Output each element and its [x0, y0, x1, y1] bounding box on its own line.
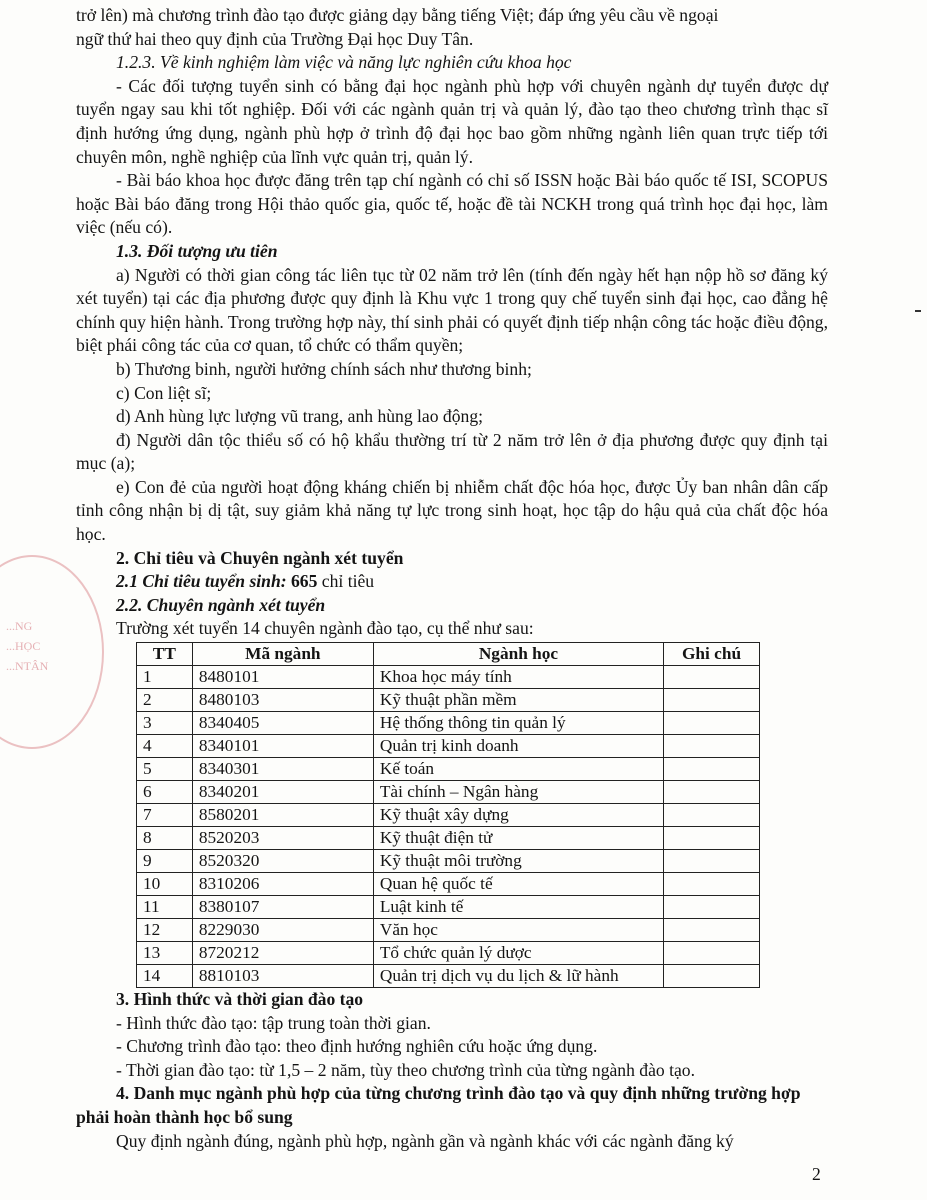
header-tt: TT [137, 643, 193, 666]
section-2-1-unit: chỉ tiêu [317, 571, 375, 592]
cell-nganh-hoc: Kế toán [373, 758, 663, 781]
cell-tt: 14 [137, 965, 193, 988]
cell-ghi-chu [664, 781, 760, 804]
table-row [137, 827, 760, 850]
priority-item-dd: đ) Người dân tộc thiểu số có hộ khẩu thường trí từ 2 năm trở lên ở địa phương được quy định tại mục (a); [76, 429, 828, 474]
table-row [137, 919, 760, 942]
section-4-heading: 4. Danh mục ngành phù hợp của từng chương trình đào tạo và quy định những trường hợp phải hoàn thành học bổ sung [76, 1083, 801, 1127]
cell-ghi-chu [664, 689, 760, 712]
cell-ma-nganh: 8310206 [192, 873, 373, 896]
stamp-text: ...NG [6, 619, 33, 633]
section-2-1-value: 665 [286, 571, 318, 592]
section-2-heading: 2. Chỉ tiêu và Chuyên ngành xét tuyển [116, 547, 404, 568]
cell-ma-nganh: 8229030 [192, 919, 373, 942]
priority-item-a: a) Người có thời gian công tác liên tục từ 02 năm trở lên (tính đến ngày hết hạn nộp hồ sơ đăng ký xét tuyển) tại các địa phương được quy định là Khu vực 1 trong quy chế tuyển sinh đại học, cao đẳng hệ chính quy hiện hành. Trong trường hợp này, thí sinh phải có quyết định tiếp nhận công tác hoặc điều động, biệt phái công tác của cơ quan, tổ chức có thẩm quyền; [76, 264, 828, 356]
cell-tt: 12 [137, 919, 193, 942]
cell-tt: 10 [137, 873, 193, 896]
cell-ma-nganh: 8720212 [192, 942, 373, 965]
table-row [137, 942, 760, 965]
header-nganh-hoc: Ngành học [373, 643, 663, 666]
cell-ghi-chu [664, 873, 760, 896]
cell-nganh-hoc: Quản trị kinh doanh [373, 735, 663, 758]
section-3-heading: 3. Hình thức và thời gian đào tạo [116, 989, 364, 1010]
cell-tt: 5 [137, 758, 193, 781]
section-4-paragraph: Quy định ngành đúng, ngành phù hợp, ngành gần và ngành khác với các ngành đăng ký [116, 1130, 734, 1151]
cell-nganh-hoc: Tài chính – Ngân hàng [373, 781, 663, 804]
cell-nganh-hoc: Khoa học máy tính [373, 666, 663, 689]
section-3-line-1: - Hình thức đào tạo: tập trung toàn thời gian. [116, 1012, 431, 1033]
table-row [137, 965, 760, 988]
table-row [137, 781, 760, 804]
cell-ma-nganh: 8580201 [192, 804, 373, 827]
section-2-1-label: 2.1 Chỉ tiêu tuyển sinh: [116, 571, 287, 592]
cell-nganh-hoc: Kỹ thuật xây dựng [373, 804, 663, 827]
section-3-line-3: - Thời gian đào tạo: từ 1,5 – 2 năm, tùy theo chương trình của từng ngành đào tạo. [116, 1059, 695, 1080]
table-header-row [137, 643, 760, 666]
cell-tt: 7 [137, 804, 193, 827]
section-1-3-heading: 1.3. Đối tượng ưu tiên [116, 240, 278, 261]
cell-ma-nganh: 8340405 [192, 712, 373, 735]
section-2-2-heading: 2.2. Chuyên ngành xét tuyển [116, 594, 326, 615]
header-ghi-chu: Ghi chú [664, 643, 760, 666]
cell-ghi-chu [664, 712, 760, 735]
cell-ghi-chu [664, 666, 760, 689]
cell-nganh-hoc: Luật kinh tế [373, 896, 663, 919]
intro-line-2: ngữ thứ hai theo quy định của Trường Đại học Duy Tân. [76, 28, 474, 49]
table-row [137, 712, 760, 735]
cell-ma-nganh: 8340201 [192, 781, 373, 804]
cell-nganh-hoc: Văn học [373, 919, 663, 942]
cell-ghi-chu [664, 827, 760, 850]
cell-ma-nganh: 8380107 [192, 896, 373, 919]
priority-item-e: e) Con đẻ của người hoạt động kháng chiến bị nhiễm chất độc hóa học, được Ủy ban nhân dân cấp tỉnh công nhận bị dị tật, suy giảm khả năng tự lực trong sinh hoạt, học tập do hậu quả của chất độc hóa học. [76, 476, 828, 545]
section-1-2-3-paragraph-2: - Bài báo khoa học được đăng trên tạp chí ngành có chỉ số ISSN hoặc Bài báo quốc tế ISI, SCOPUS hoặc Bài báo đăng trong Hội thảo quốc gia, quốc tế, hoặc đề tài NCKH trong quá trình học đại học, làm việc (nếu có). [76, 170, 828, 238]
cell-ma-nganh: 8520320 [192, 850, 373, 873]
scan-mark [915, 310, 921, 312]
cell-nganh-hoc: Hệ thống thông tin quản lý [373, 712, 663, 735]
header-ma-nganh: Mã ngành [192, 643, 373, 666]
table-row [137, 735, 760, 758]
intro-line-1: trở lên) mà chương trình đào tạo được giảng dạy bằng tiếng Việt; đáp ứng yêu cầu về ngoại [76, 5, 719, 25]
section-2-1-line [76, 570, 828, 594]
cell-tt: 11 [137, 896, 193, 919]
stamp-text: ...NTÂN [6, 659, 49, 673]
cell-tt: 3 [137, 712, 193, 735]
cell-ghi-chu [664, 965, 760, 988]
priority-item-b: b) Thương binh, người hưởng chính sách như thương binh; [116, 358, 532, 379]
majors-table [136, 642, 760, 988]
cell-ghi-chu [664, 758, 760, 781]
cell-ghi-chu [664, 850, 760, 873]
cell-tt: 8 [137, 827, 193, 850]
cell-ma-nganh: 8340301 [192, 758, 373, 781]
cell-tt: 13 [137, 942, 193, 965]
table-row [137, 896, 760, 919]
cell-ghi-chu [664, 896, 760, 919]
cell-ghi-chu [664, 804, 760, 827]
section-3-line-2: - Chương trình đào tạo: theo định hướng nghiên cứu hoặc ứng dụng. [116, 1036, 598, 1057]
table-intro: Trường xét tuyển 14 chuyên ngành đào tạo, cụ thể như sau: [116, 618, 534, 639]
priority-item-c: c) Con liệt sĩ; [116, 382, 212, 403]
table-row [137, 666, 760, 689]
cell-ma-nganh: 8810103 [192, 965, 373, 988]
cell-nganh-hoc: Kỹ thuật phần mềm [373, 689, 663, 712]
cell-ghi-chu [664, 919, 760, 942]
table-row [137, 758, 760, 781]
cell-nganh-hoc: Kỹ thuật điện tử [373, 827, 663, 850]
cell-nganh-hoc: Quản trị dịch vụ du lịch & lữ hành [373, 965, 663, 988]
cell-ma-nganh: 8480103 [192, 689, 373, 712]
section-1-2-3-paragraph-1: - Các đối tượng tuyển sinh có bằng đại học ngành phù hợp với chuyên ngành dự tuyển được dự tuyển ngay sau khi tốt nghiệp. Đối với các ngành quản trị và quản lý, đào tạo theo chương trình thạc sĩ định hướng ứng dụng, ngành phù hợp ở trình độ đại học bao gồm những ngành liên quan trực tiếp tới chuyên môn, nghề nghiệp của lĩnh vực quản trị, quản lý. [76, 75, 828, 167]
cell-ghi-chu [664, 942, 760, 965]
cell-ghi-chu [664, 735, 760, 758]
table-row [137, 689, 760, 712]
stamp-text: ...HỌC [6, 639, 41, 653]
cell-tt: 1 [137, 666, 193, 689]
cell-nganh-hoc: Kỹ thuật môi trường [373, 850, 663, 873]
table-row [137, 850, 760, 873]
cell-ma-nganh: 8340101 [192, 735, 373, 758]
section-1-2-3-heading: 1.2.3. Về kinh nghiệm làm việc và năng lực nghiên cứu khoa học [116, 52, 572, 73]
cell-tt: 4 [137, 735, 193, 758]
cell-ma-nganh: 8480101 [192, 666, 373, 689]
cell-tt: 6 [137, 781, 193, 804]
cell-tt: 2 [137, 689, 193, 712]
cell-nganh-hoc: Tổ chức quản lý dược [373, 942, 663, 965]
priority-item-d: d) Anh hùng lực lượng vũ trang, anh hùng lao động; [116, 406, 484, 427]
page-number: 2 [812, 1164, 821, 1184]
cell-tt: 9 [137, 850, 193, 873]
table-row [137, 873, 760, 896]
document-page [76, 4, 828, 1153]
table-row [137, 804, 760, 827]
cell-nganh-hoc: Quan hệ quốc tế [373, 873, 663, 896]
cell-ma-nganh: 8520203 [192, 827, 373, 850]
